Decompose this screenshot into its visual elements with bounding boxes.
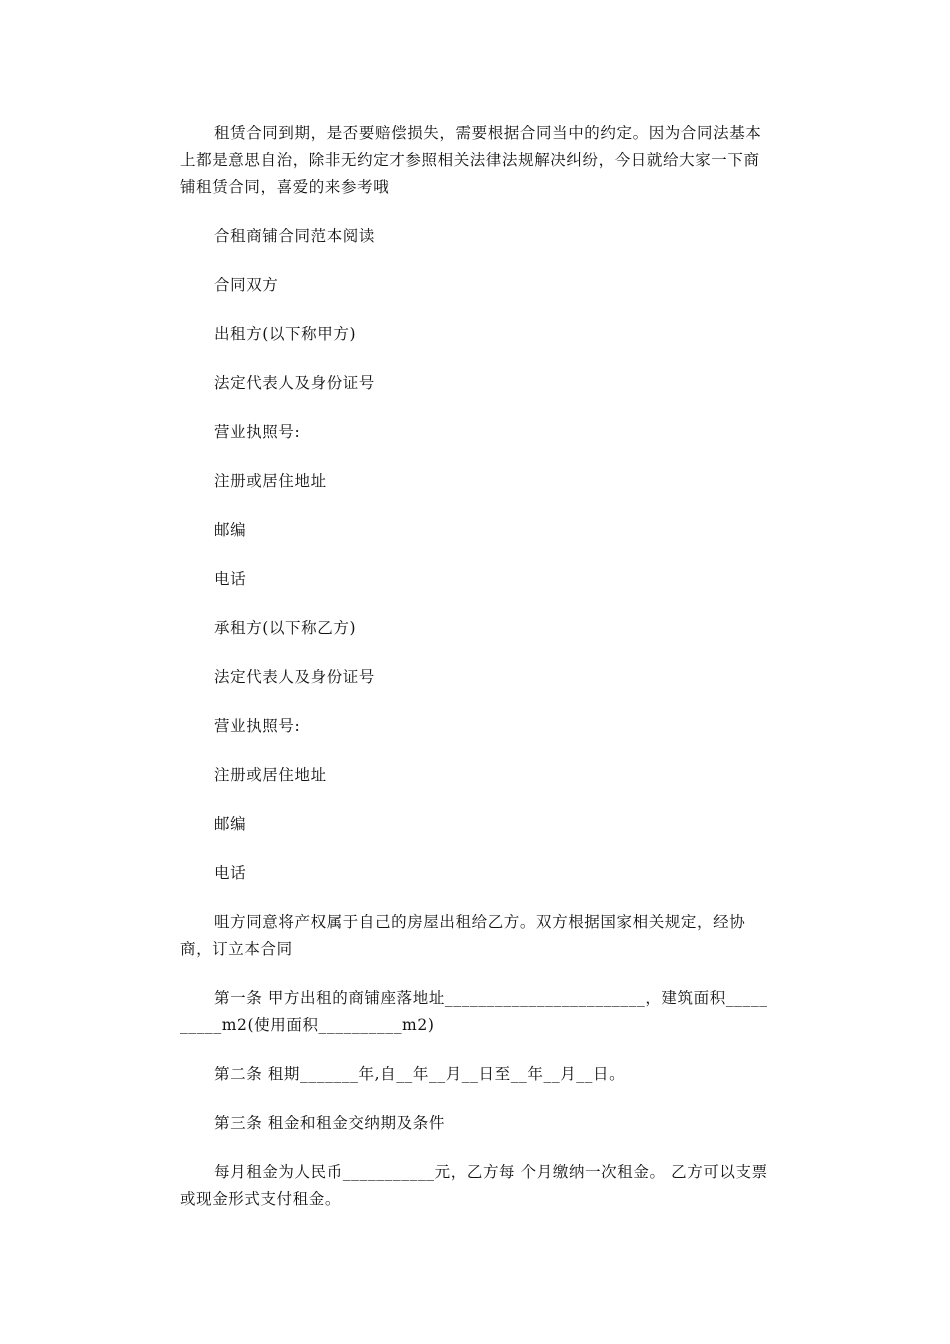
article-2: 第二条 租期_______年,自__年__月__日至__年__月__日。 [214,1065,626,1083]
article-3-heading: 第三条 租金和租金交纳期及条件 [214,1114,445,1132]
lessor-representative-field: 法定代表人及身份证号 [214,374,376,392]
rent-paragraph: 每月租金为人民币___________元，乙方每 个月缴纳一次租金。 乙方可以支票或现金形式支付租金。 [180,1163,768,1208]
agreement-paragraph: 咀方同意将产权属于自己的房屋出租给乙方。双方根据国家相关规定，经协商，订立本合同 [180,913,746,958]
lessee-license-field: 营业执照号: [214,717,301,735]
lessor-label: 出租方(以下称甲方) [214,325,357,343]
lessor-phone-field: 电话 [214,570,247,588]
parties-heading: 合同双方 [214,276,279,294]
article-1: 第一条 甲方出租的商铺座落地址________________________，建筑面积__________m2(使用面积__________m2) [180,989,768,1034]
lessee-label: 承租方(以下称乙方) [214,619,357,637]
lessee-address-field: 注册或居住地址 [214,766,327,784]
lessee-postcode-field: 邮编 [214,815,247,833]
lessee-representative-field: 法定代表人及身份证号 [214,668,376,686]
contract-title: 合租商铺合同范本阅读 [214,227,376,245]
lessee-phone-field: 电话 [214,864,247,882]
lessor-postcode-field: 邮编 [214,521,247,539]
lessor-address-field: 注册或居住地址 [214,472,327,490]
lessor-license-field: 营业执照号: [214,423,301,441]
intro-paragraph: 租赁合同到期，是否要赔偿损失，需要根据合同当中的约定。因为合同法基本上都是意思自治，除非无约定才参照相关法律法规解决纠纷，今日就给大家一下商铺租赁合同，喜爱的来参考哦 [180,124,762,196]
document-page [180,120,772,1235]
